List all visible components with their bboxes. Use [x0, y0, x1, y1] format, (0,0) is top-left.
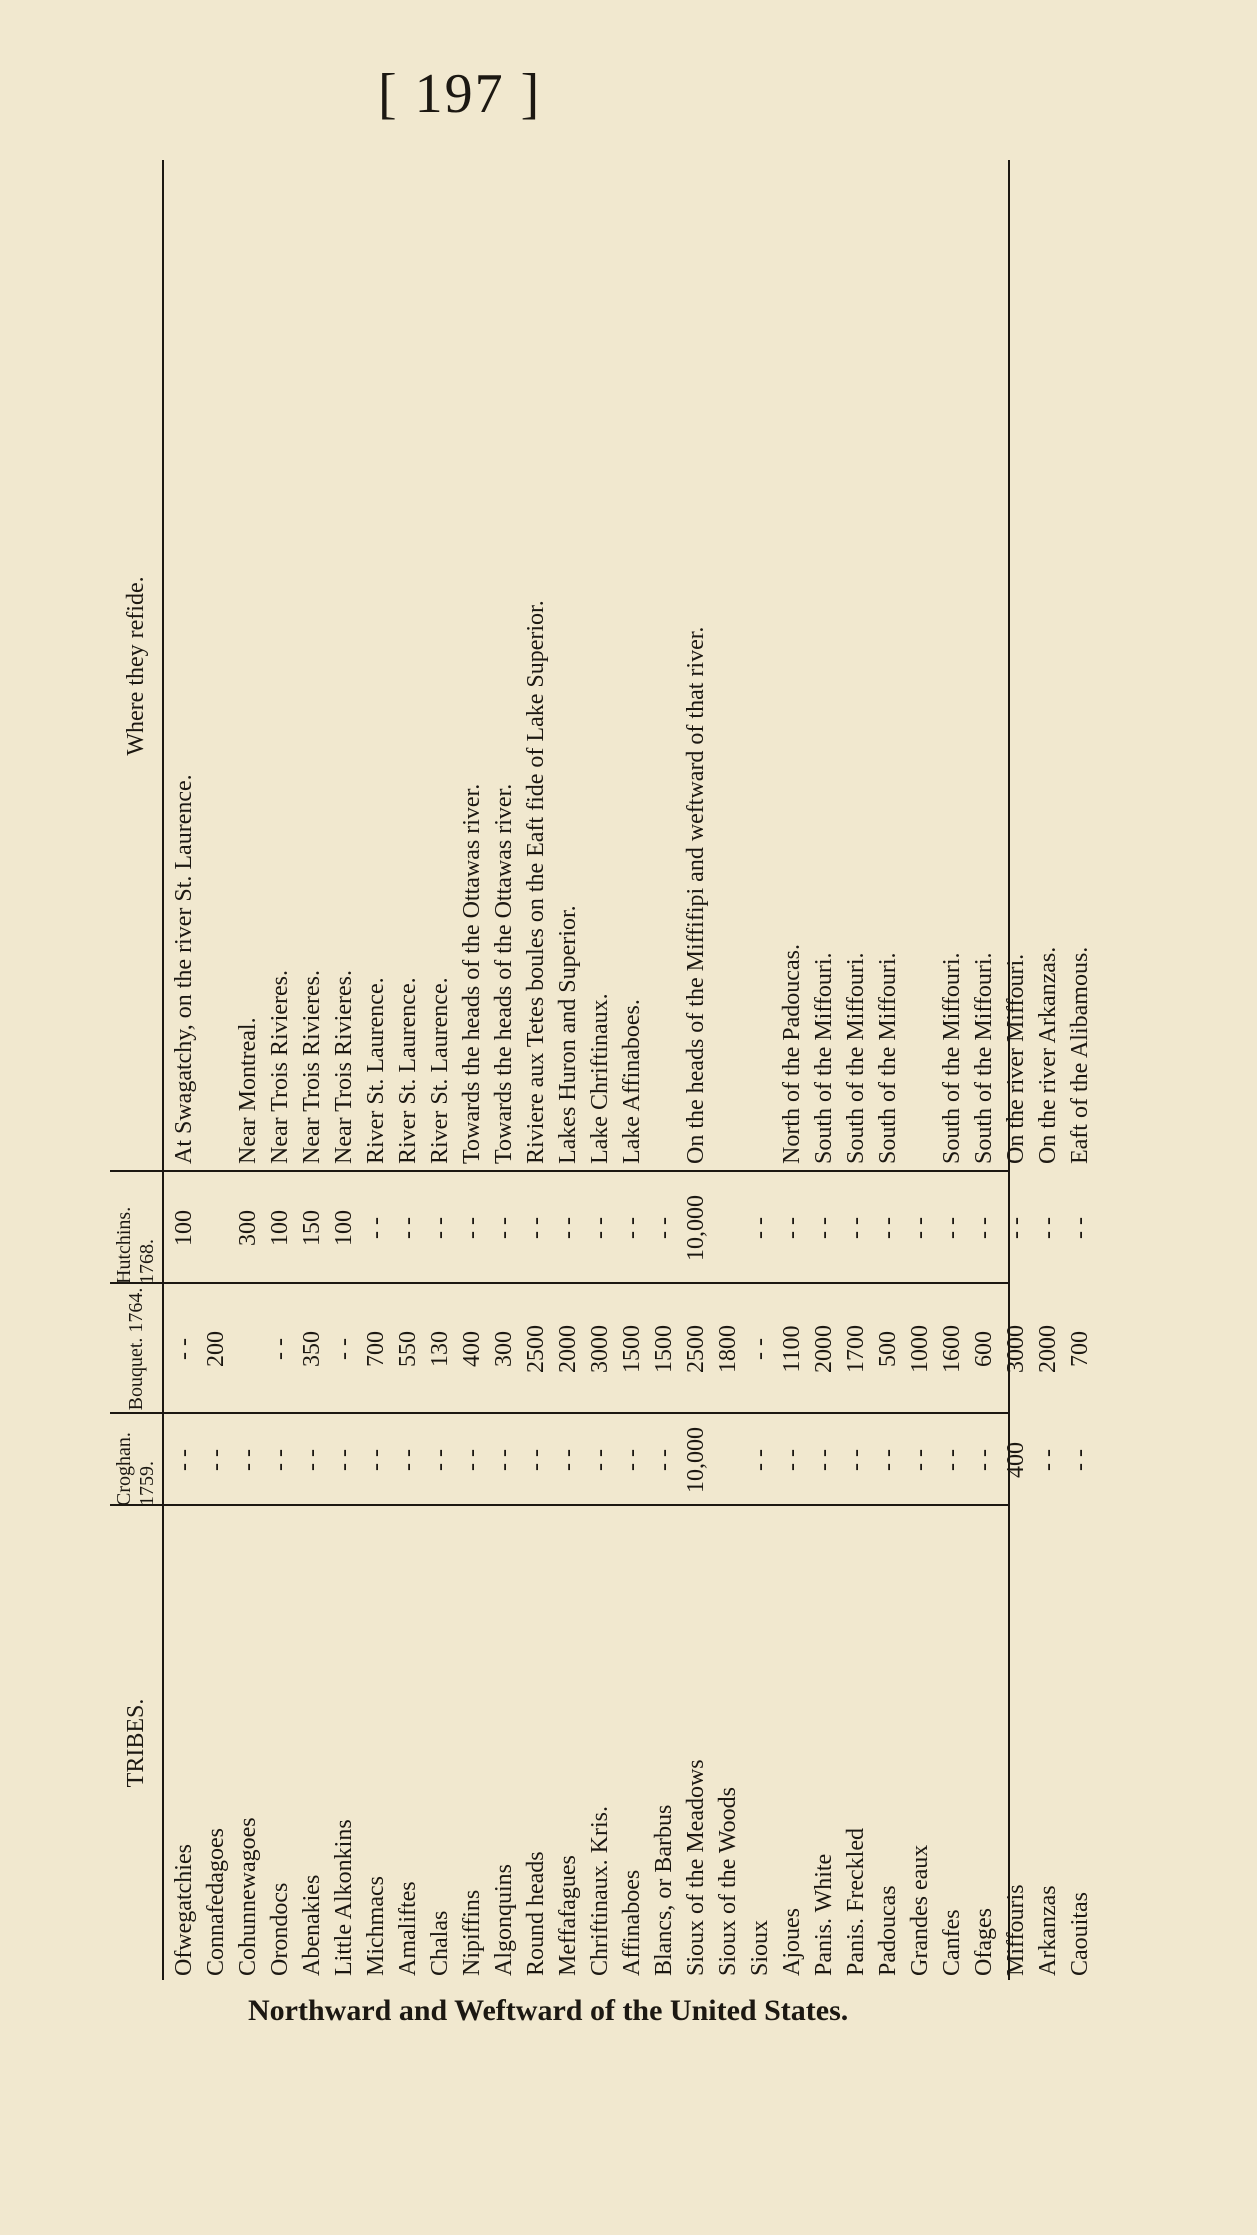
table-row	[712, 160, 744, 1980]
residence-cell	[648, 160, 680, 1172]
croghan-cell: 10,000	[683, 1427, 709, 1493]
croghan-cell: - -	[395, 1449, 421, 1471]
tribe-cell: Chalas	[427, 1910, 453, 1976]
residence-cell: River St. Laurence.	[363, 977, 389, 1164]
croghan-cell: - -	[459, 1449, 485, 1471]
croghan-cell: - -	[747, 1449, 773, 1471]
hutchins-cell: - -	[1035, 1217, 1061, 1239]
bouquet-cell: 700	[363, 1331, 389, 1367]
table-row	[680, 160, 712, 1980]
hutchins-cell: 100	[171, 1210, 197, 1246]
residence-cell	[200, 160, 232, 1172]
residence-cell: At Swagatchy, on the river St. Laurence.	[171, 774, 197, 1164]
residence-cell: Lake Chriftinaux.	[587, 993, 613, 1164]
bouquet-cell: 1800	[715, 1325, 741, 1373]
tribe-cell: Ofages	[971, 1908, 997, 1976]
residence-cell	[904, 160, 936, 1172]
croghan-cell: - -	[427, 1449, 453, 1471]
header-tribes: TRIBES.	[122, 1698, 149, 1788]
table-row	[360, 160, 392, 1980]
bouquet-cell: - -	[267, 1338, 293, 1360]
croghan-cell: - -	[619, 1449, 645, 1471]
hutchins-cell	[712, 1172, 744, 1284]
croghan-cell: - -	[1067, 1449, 1093, 1471]
hutchins-cell: 100	[267, 1210, 293, 1246]
croghan-cell: - -	[939, 1449, 965, 1471]
tribe-cell: Meffafagues	[555, 1855, 581, 1976]
hutchins-cell: - -	[907, 1217, 933, 1239]
tribe-cell: Michmacs	[363, 1876, 389, 1976]
croghan-cell: - -	[843, 1449, 869, 1471]
residence-cell: Towards the heads of the Ottawas river.	[491, 783, 517, 1164]
bouquet-cell: 2000	[1035, 1325, 1061, 1373]
bouquet-cell: 600	[971, 1331, 997, 1367]
hutchins-cell: - -	[619, 1217, 645, 1239]
table-row	[424, 160, 456, 1980]
table-row	[456, 160, 488, 1980]
croghan-cell: - -	[1035, 1449, 1061, 1471]
bouquet-cell: 2500	[683, 1325, 709, 1373]
tribe-cell: Panis. White	[811, 1853, 837, 1976]
residence-cell: Lake Affinaboes.	[619, 999, 645, 1164]
table-row	[168, 160, 200, 1980]
bouquet-cell: 1600	[939, 1325, 965, 1373]
residence-cell: Near Trois Rivieres.	[331, 970, 357, 1164]
croghan-cell: - -	[491, 1449, 517, 1471]
bouquet-cell: 130	[427, 1331, 453, 1367]
hutchins-cell: - -	[427, 1217, 453, 1239]
bouquet-cell: - -	[331, 1338, 357, 1360]
residence-cell: Near Trois Rivieres.	[299, 970, 325, 1164]
tribe-cell: Amaliftes	[395, 1881, 421, 1976]
table-row	[520, 160, 552, 1980]
tribe-cell: Algonquins	[491, 1863, 517, 1976]
tribe-cell: Little Alkonkins	[331, 1819, 357, 1976]
croghan-cell: - -	[203, 1449, 229, 1471]
hutchins-cell: 150	[299, 1210, 325, 1246]
tribe-cell: Miffouris	[1003, 1884, 1029, 1976]
hutchins-cell: - -	[523, 1217, 549, 1239]
header-croghan: Croghan. 1759.	[113, 1432, 158, 1506]
hutchins-cell: - -	[779, 1217, 805, 1239]
hutchins-cell: - -	[491, 1217, 517, 1239]
croghan-cell: 400	[1003, 1442, 1029, 1478]
bouquet-cell: 2500	[523, 1325, 549, 1373]
croghan-cell: - -	[267, 1449, 293, 1471]
residence-cell: North of the Padoucas.	[779, 944, 805, 1164]
croghan-cell: - -	[971, 1449, 997, 1471]
croghan-cell: - -	[331, 1449, 357, 1471]
hutchins-cell: - -	[939, 1217, 965, 1239]
table-row	[328, 160, 360, 1980]
croghan-cell: - -	[555, 1449, 581, 1471]
tribe-cell: Orondocs	[267, 1882, 293, 1976]
residence-cell: South of the Miffouri.	[939, 952, 965, 1164]
bouquet-cell: 350	[299, 1331, 325, 1367]
bouquet-cell: 3000	[1003, 1325, 1029, 1373]
hutchins-cell: - -	[971, 1217, 997, 1239]
residence-cell: Lakes Huron and Superior.	[555, 905, 581, 1164]
bouquet-cell: 1700	[843, 1325, 869, 1373]
hutchins-cell: 300	[235, 1210, 261, 1246]
hutchins-cell: - -	[1003, 1217, 1029, 1239]
header-rule	[162, 160, 164, 1980]
bouquet-cell: 2000	[555, 1325, 581, 1373]
table-row	[968, 160, 1000, 1980]
table-row	[392, 160, 424, 1980]
tribe-cell: Padoucas	[875, 1885, 901, 1976]
croghan-cell: - -	[779, 1449, 805, 1471]
croghan-cell: - -	[363, 1449, 389, 1471]
bouquet-cell: 400	[459, 1331, 485, 1367]
table-row	[296, 160, 328, 1980]
bouquet-cell: 1000	[907, 1325, 933, 1373]
tribe-cell: Grandes eaux	[907, 1844, 933, 1976]
croghan-cell: - -	[651, 1449, 677, 1471]
croghan-cell: - -	[875, 1449, 901, 1471]
croghan-cell	[712, 1414, 744, 1506]
hutchins-cell: - -	[843, 1217, 869, 1239]
residence-cell: On the river Arkanzas.	[1035, 946, 1061, 1164]
tribe-cell: Cohunnewagoes	[235, 1817, 261, 1976]
hutchins-cell: - -	[811, 1217, 837, 1239]
table-row	[584, 160, 616, 1980]
residence-cell: River St. Laurence.	[395, 977, 421, 1164]
hutchins-cell: - -	[587, 1217, 613, 1239]
bouquet-cell: - -	[171, 1338, 197, 1360]
hutchins-cell: - -	[459, 1217, 485, 1239]
bouquet-cell: 1100	[779, 1325, 805, 1373]
residence-cell: On the heads of the Miffifipi and weftward of that river.	[683, 626, 709, 1164]
tribe-cell: Ofwegatchies	[171, 1844, 197, 1976]
tribe-cell: Ajoues	[779, 1908, 805, 1976]
croghan-cell: - -	[235, 1449, 261, 1471]
bouquet-cell: 200	[203, 1331, 229, 1367]
hutchins-cell: - -	[363, 1217, 389, 1239]
bottom-rule	[1008, 160, 1010, 1980]
residence-cell: South of the Miffouri.	[971, 952, 997, 1164]
table-row	[904, 160, 936, 1980]
residence-cell	[712, 160, 744, 1172]
tribe-cell: Arkanzas	[1035, 1885, 1061, 1976]
residence-cell: South of the Miffouri.	[843, 952, 869, 1164]
bouquet-cell: 500	[875, 1331, 901, 1367]
croghan-cell: - -	[523, 1449, 549, 1471]
table-row	[552, 160, 584, 1980]
residence-cell: River St. Laurence.	[427, 977, 453, 1164]
hutchins-cell: - -	[555, 1217, 581, 1239]
bouquet-cell: 1500	[619, 1325, 645, 1373]
bouquet-cell: 700	[1067, 1331, 1093, 1367]
croghan-cell: - -	[171, 1449, 197, 1471]
hutchins-cell: - -	[875, 1217, 901, 1239]
page-number: [ 197 ]	[378, 63, 542, 125]
croghan-cell: - -	[811, 1449, 837, 1471]
header-hutchins: Hutchins. 1768.	[113, 1206, 158, 1284]
bouquet-cell: - -	[747, 1338, 773, 1360]
tribe-cell: Sioux of the Meadows	[683, 1759, 709, 1976]
header-bouquet: Bouquet. 1764.	[124, 1287, 147, 1411]
table-row	[936, 160, 968, 1980]
bouquet-cell: 2000	[811, 1325, 837, 1373]
tribe-cell: Panis. Freckled	[843, 1828, 869, 1976]
table-row	[744, 160, 776, 1980]
tribes-table	[110, 160, 1093, 1980]
table-row	[776, 160, 808, 1980]
residence-cell: South of the Miffouri.	[811, 952, 837, 1164]
tribe-cell: Nipiffins	[459, 1889, 485, 1976]
table-row	[1032, 160, 1064, 1980]
table-row	[840, 160, 872, 1980]
hutchins-cell	[200, 1172, 232, 1284]
table-row	[200, 160, 232, 1980]
hutchins-cell: - -	[1067, 1217, 1093, 1239]
tribe-cell: Blancs, or Barbus	[651, 1804, 677, 1976]
table-row	[616, 160, 648, 1980]
tribe-cell: Sioux of the Woods	[715, 1787, 741, 1976]
table-row	[488, 160, 520, 1980]
table-row	[872, 160, 904, 1980]
residence-cell: Near Montreal.	[235, 1017, 261, 1164]
tribe-cell: Connafedagoes	[203, 1828, 229, 1976]
table-row	[1000, 160, 1032, 1980]
tribe-cell: Abenakies	[299, 1874, 325, 1976]
tribe-cell: Caouitas	[1067, 1892, 1093, 1976]
table-body	[168, 160, 1093, 1980]
residence-cell: Towards the heads of the Ottawas river.	[459, 783, 485, 1164]
residence-cell	[744, 160, 776, 1172]
residence-cell: On the river Miffouri.	[1003, 953, 1029, 1164]
hutchins-cell: - -	[747, 1217, 773, 1239]
hutchins-cell: - -	[395, 1217, 421, 1239]
bouquet-cell: 300	[491, 1331, 517, 1367]
residence-cell: Riviere aux Tetes boules on the Eaft fide of Lake Superior.	[523, 600, 549, 1164]
croghan-cell: - -	[299, 1449, 325, 1471]
residence-cell: Eaft of the Alibamous.	[1067, 946, 1093, 1164]
tribe-cell: Sioux	[747, 1919, 773, 1976]
croghan-cell: - -	[587, 1449, 613, 1471]
bouquet-cell: 3000	[587, 1325, 613, 1373]
tribe-cell: Affinaboes	[619, 1869, 645, 1976]
footer-caption: Northward and Weftward of the United States.	[248, 1994, 849, 2027]
residence-cell: Near Trois Rivieres.	[267, 970, 293, 1164]
tribe-cell: Canfes	[939, 1909, 965, 1976]
hutchins-cell: 10,000	[683, 1195, 709, 1261]
table-row	[808, 160, 840, 1980]
table-row	[264, 160, 296, 1980]
table-row	[648, 160, 680, 1980]
table-row	[1064, 160, 1096, 1980]
hutchins-cell: - -	[651, 1217, 677, 1239]
bouquet-cell	[232, 1284, 264, 1414]
bouquet-cell: 550	[395, 1331, 421, 1367]
header-where: Where they refide.	[122, 576, 149, 756]
residence-cell: South of the Miffouri.	[875, 952, 901, 1164]
table-row	[232, 160, 264, 1980]
rotated-table	[110, 160, 1093, 1980]
tribe-cell: Round heads	[523, 1851, 549, 1976]
croghan-cell: - -	[907, 1449, 933, 1471]
tribe-cell: Chriftinaux. Kris.	[587, 1806, 613, 1976]
bouquet-cell: 1500	[651, 1325, 677, 1373]
hutchins-cell: 100	[331, 1210, 357, 1246]
